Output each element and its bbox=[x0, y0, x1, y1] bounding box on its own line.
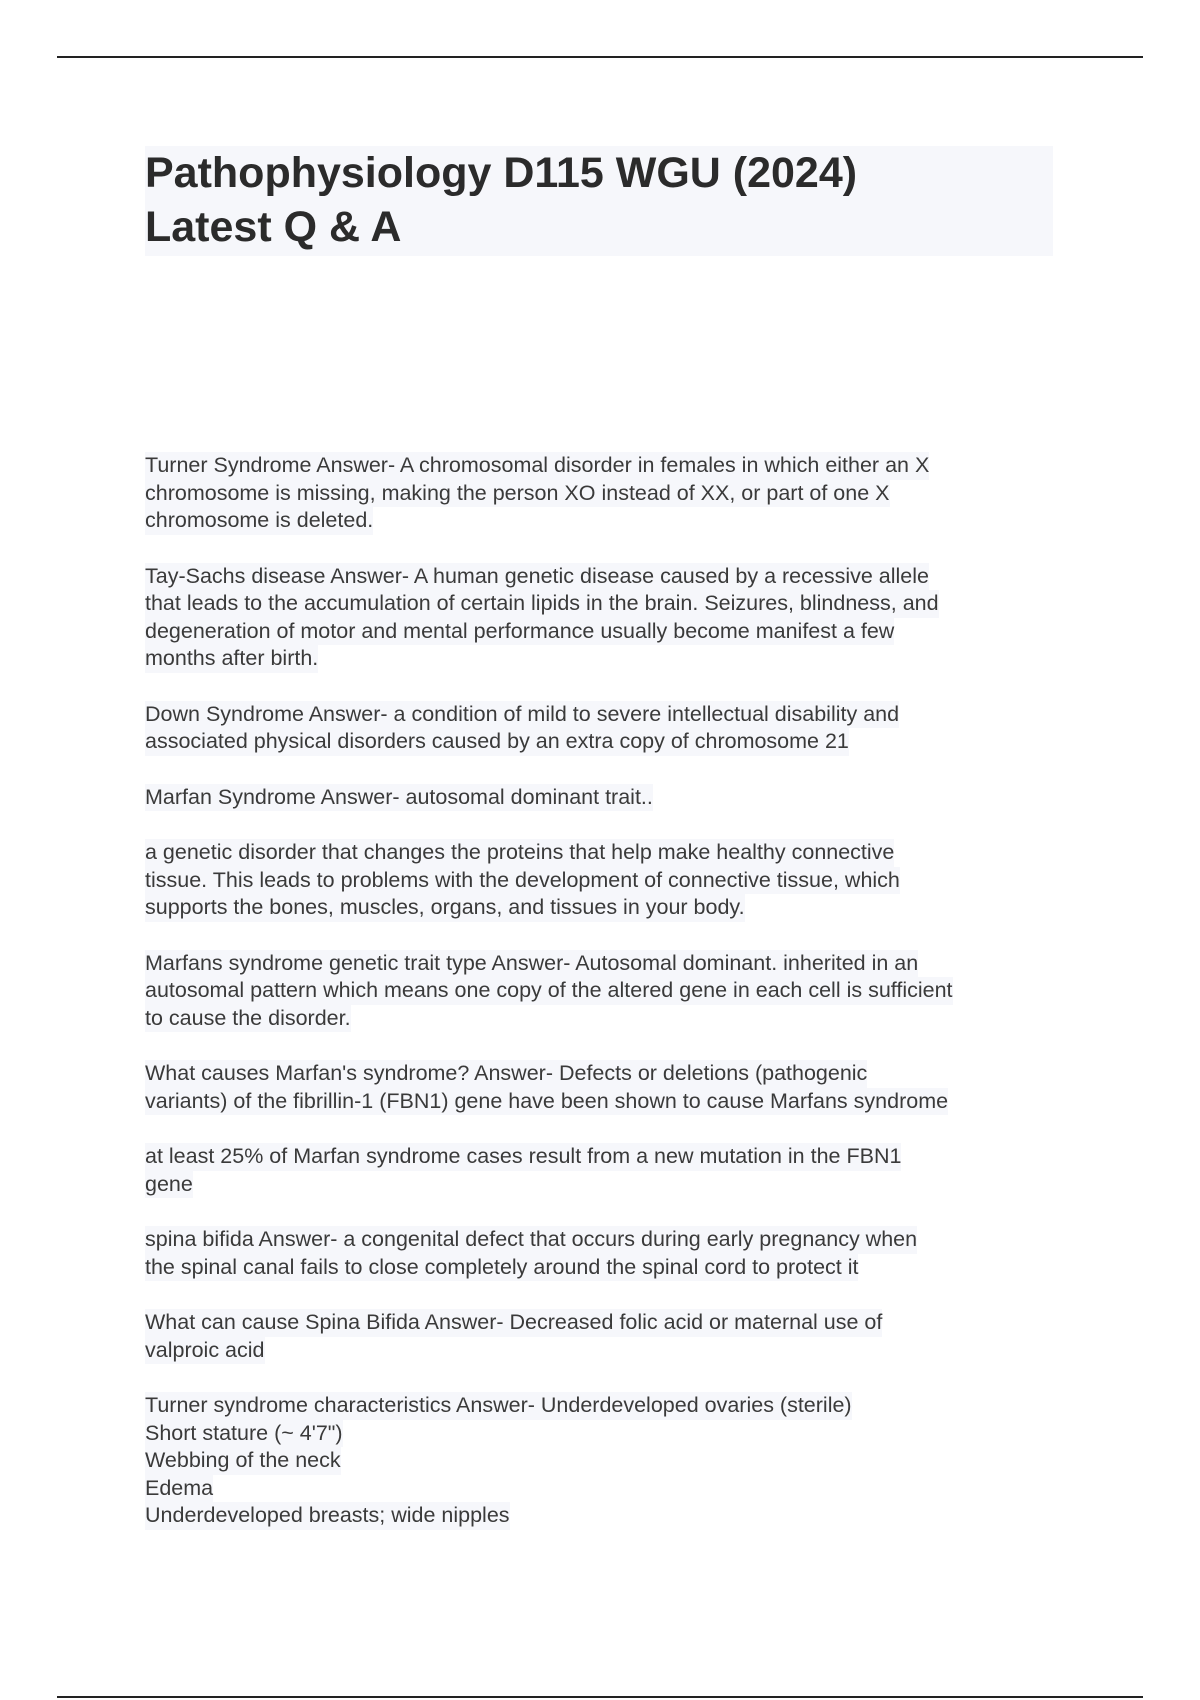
entry-line: tissue. This leads to problems with the development of connective tissue, which bbox=[145, 867, 1065, 895]
qa-entry-tay-sachs bbox=[145, 563, 1065, 673]
entry-line: the spinal canal fails to close completely around the spinal cord to protect it bbox=[145, 1254, 1065, 1282]
entry-line: months after birth. bbox=[145, 645, 1065, 673]
qa-entry-spina-bifida-causes bbox=[145, 1309, 1065, 1364]
entry-line: to cause the disorder. bbox=[145, 1005, 1065, 1033]
entry-line: What causes Marfan's syndrome? Answer- Defects or deletions (pathogenic bbox=[145, 1060, 1065, 1088]
qa-content bbox=[145, 452, 1065, 1558]
qa-entry-down-syndrome bbox=[145, 701, 1065, 756]
entry-line: Edema bbox=[145, 1475, 1065, 1503]
entry-line: that leads to the accumulation of certain lipids in the brain. Seizures, blindness, and bbox=[145, 590, 1065, 618]
qa-entry-marfan-description bbox=[145, 839, 1065, 922]
entry-line: gene bbox=[145, 1171, 1065, 1199]
qa-entry-marfan-new-mutation bbox=[145, 1143, 1065, 1198]
entry-line: autosomal pattern which means one copy of the altered gene in each cell is sufficient bbox=[145, 977, 1065, 1005]
top-rule bbox=[57, 56, 1143, 58]
qa-entry-turner-characteristics bbox=[145, 1392, 1065, 1530]
entry-line: Down Syndrome Answer- a condition of mild to severe intellectual disability and bbox=[145, 701, 1065, 729]
entry-line: What can cause Spina Bifida Answer- Decreased folic acid or maternal use of bbox=[145, 1309, 1065, 1337]
entry-line: associated physical disorders caused by an extra copy of chromosome 21 bbox=[145, 728, 1065, 756]
title-line-1: Pathophysiology D115 WGU (2024) bbox=[145, 149, 858, 197]
entry-line: valproic acid bbox=[145, 1337, 1065, 1365]
document-title bbox=[145, 146, 1053, 256]
qa-entry-spina-bifida bbox=[145, 1226, 1065, 1281]
entry-line: chromosome is deleted. bbox=[145, 507, 1065, 535]
entry-line: Webbing of the neck bbox=[145, 1447, 1065, 1475]
entry-line: Turner syndrome characteristics Answer- Underdeveloped ovaries (sterile) bbox=[145, 1392, 1065, 1420]
title-line-2: Latest Q & A bbox=[145, 203, 402, 251]
bottom-rule bbox=[57, 1696, 1143, 1698]
entry-line: degeneration of motor and mental performance usually become manifest a few bbox=[145, 618, 1065, 646]
qa-entry-marfan-trait-type bbox=[145, 950, 1065, 1033]
entry-line: variants) of the fibrillin-1 (FBN1) gene have been shown to cause Marfans syndrome bbox=[145, 1088, 1065, 1116]
entry-line: Tay-Sachs disease Answer- A human genetic disease caused by a recessive allele bbox=[145, 563, 1065, 591]
qa-entry-marfan-syndrome bbox=[145, 784, 1065, 812]
entry-line: supports the bones, muscles, organs, and tissues in your body. bbox=[145, 894, 1065, 922]
entry-line: Turner Syndrome Answer- A chromosomal disorder in females in which either an X bbox=[145, 452, 1065, 480]
entry-line: chromosome is missing, making the person XO instead of XX, or part of one X bbox=[145, 480, 1065, 508]
qa-entry-turner-syndrome bbox=[145, 452, 1065, 535]
entry-line: spina bifida Answer- a congenital defect that occurs during early pregnancy when bbox=[145, 1226, 1065, 1254]
entry-line: Marfan Syndrome Answer- autosomal dominant trait.. bbox=[145, 784, 1065, 812]
entry-line: Short stature (~ 4'7") bbox=[145, 1420, 1065, 1448]
entry-line: Underdeveloped breasts; wide nipples bbox=[145, 1502, 1065, 1530]
entry-line: a genetic disorder that changes the proteins that help make healthy connective bbox=[145, 839, 1065, 867]
entry-line: at least 25% of Marfan syndrome cases result from a new mutation in the FBN1 bbox=[145, 1143, 1065, 1171]
entry-line: Marfans syndrome genetic trait type Answer- Autosomal dominant. inherited in an bbox=[145, 950, 1065, 978]
qa-entry-marfan-causes bbox=[145, 1060, 1065, 1115]
